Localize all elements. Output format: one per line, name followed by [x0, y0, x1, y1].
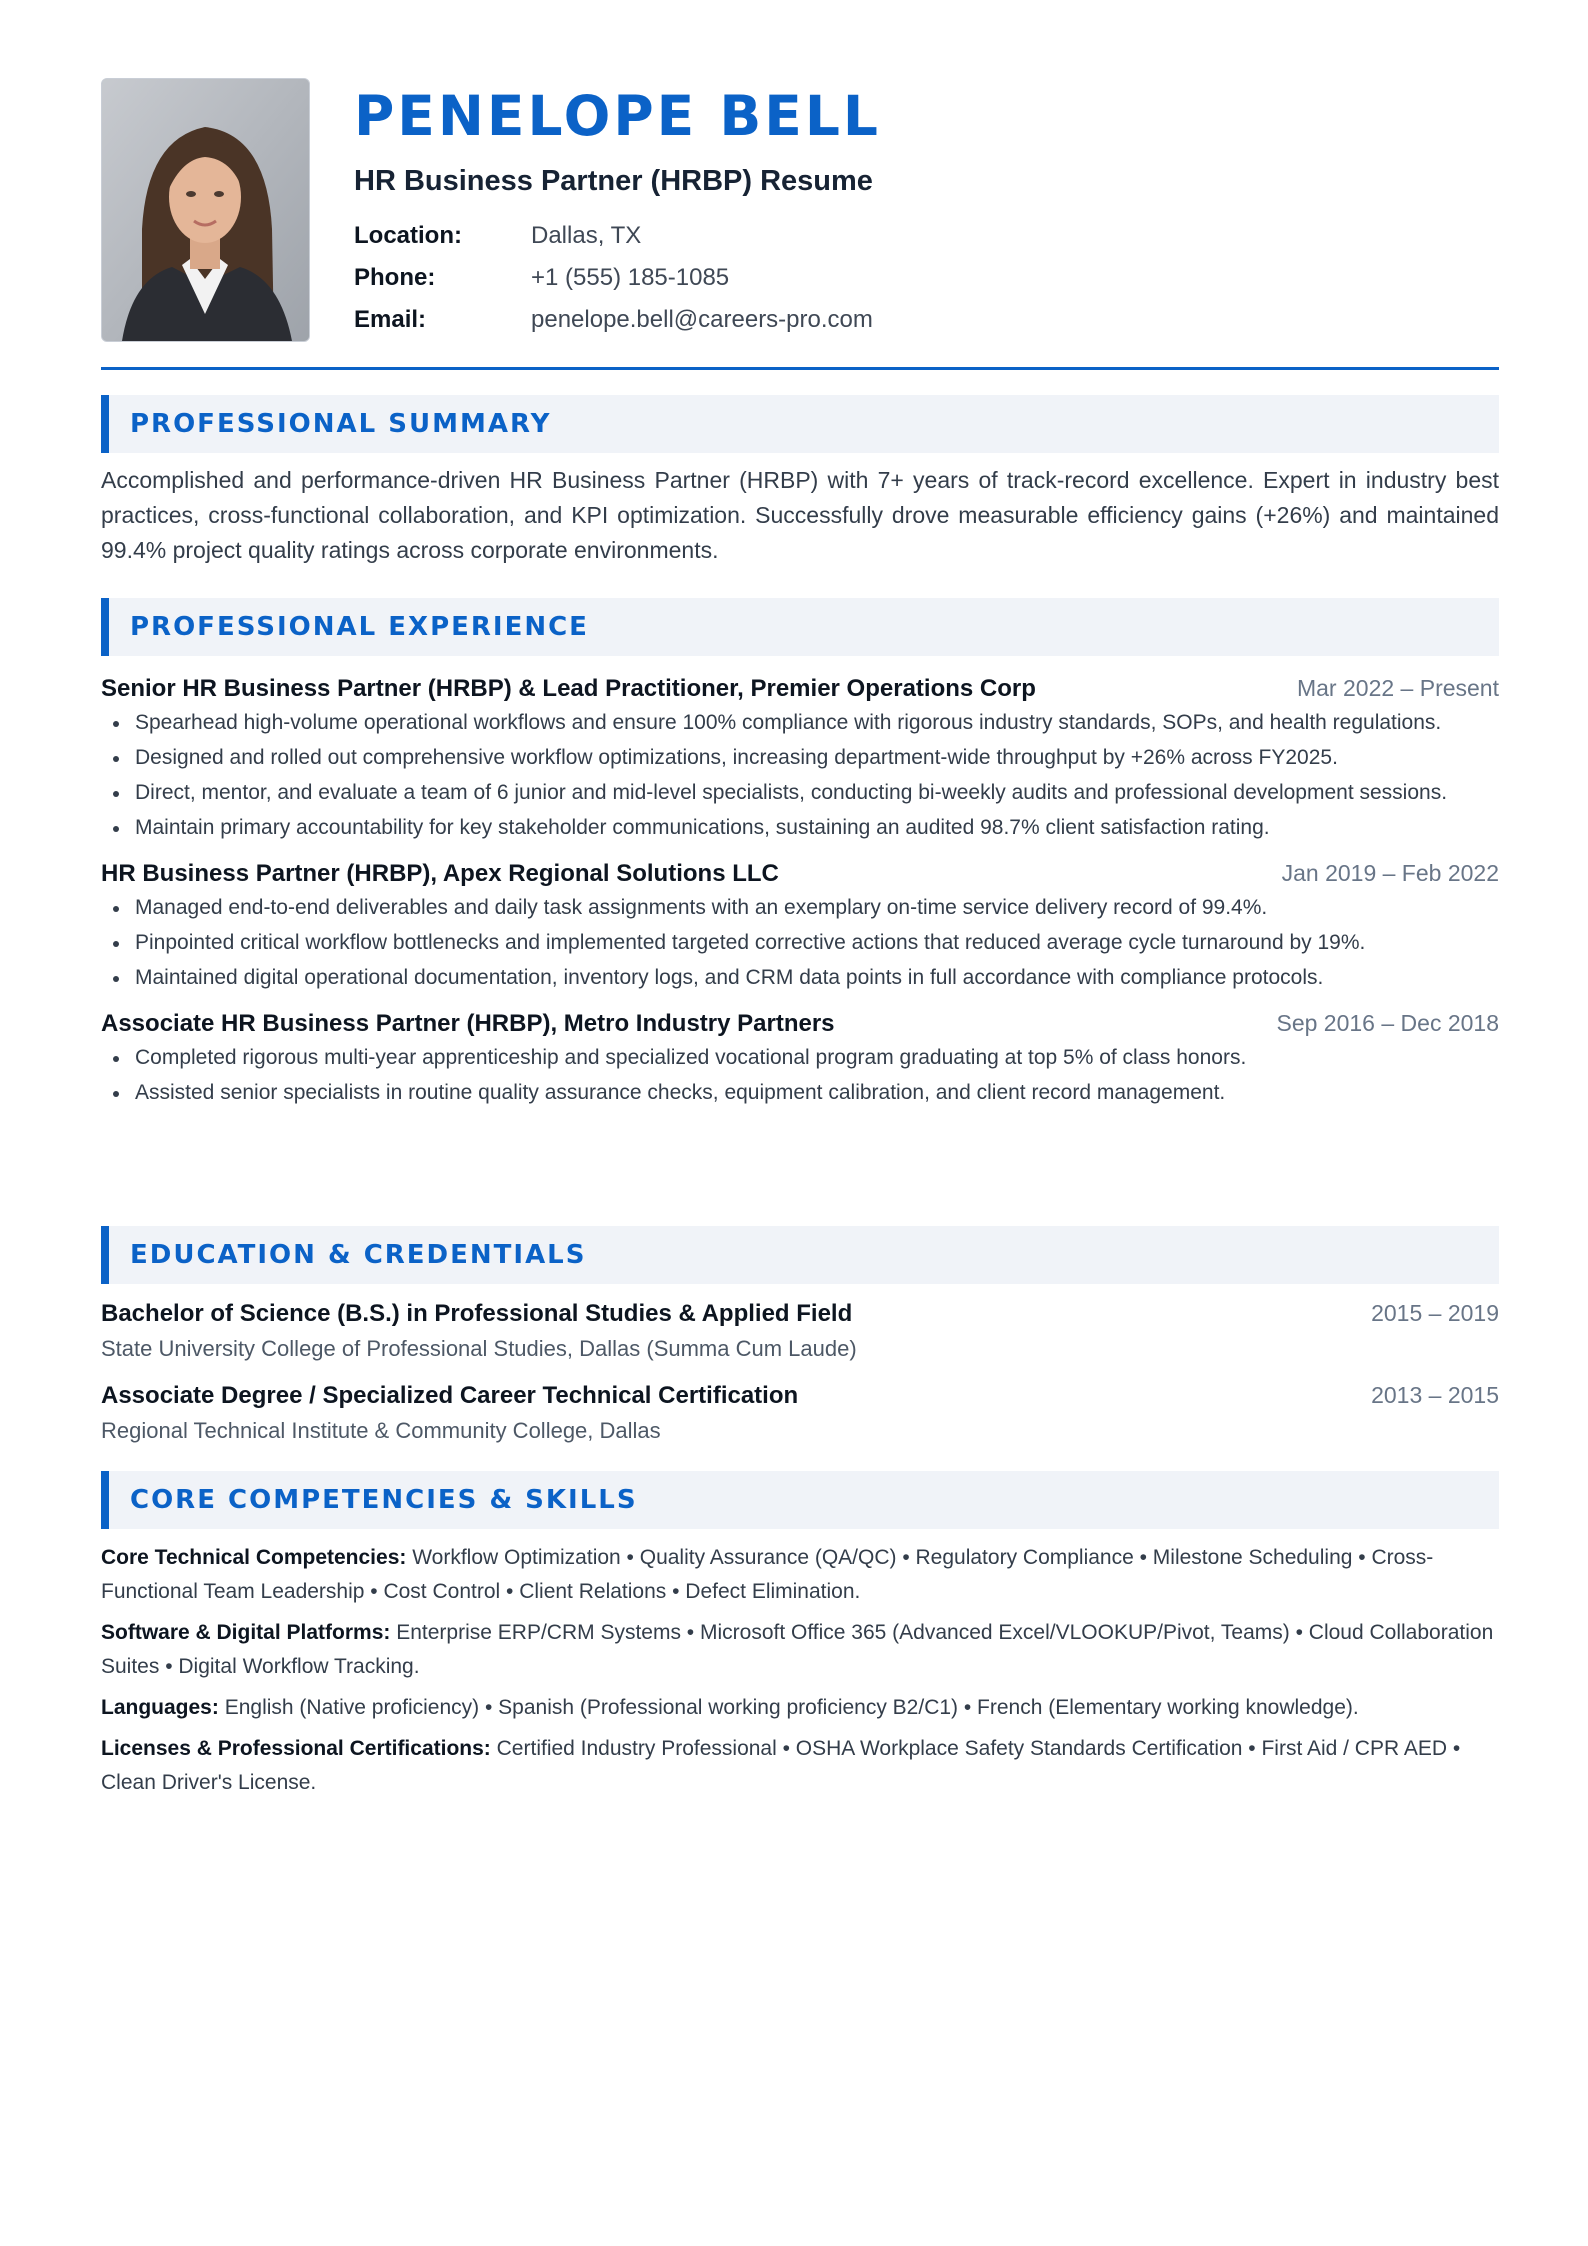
bullet-item: Maintain primary accountability for key stakeholder communications, sustaining an audited 98.7% client satisfaction rating.	[135, 812, 1499, 844]
resume-header	[101, 78, 1499, 342]
education-entry	[101, 1294, 1499, 1366]
bullet-item: Assisted senior specialists in routine quality assurance checks, equipment calibration, and client record management.	[135, 1077, 1499, 1109]
email-value: penelope.bell@careers-pro.com	[531, 306, 873, 333]
education-section	[101, 1226, 1499, 1448]
resume-page	[101, 78, 1499, 1794]
contact-label: Email:	[354, 306, 427, 333]
skill-group-label: Core Technical Competencies:	[101, 1546, 407, 1569]
bullet-item: Pinpointed critical workflow bottlenecks and implemented targeted corrective actions that reduced average cycle turnaround by 19%.	[135, 927, 1499, 959]
job-entry	[101, 1004, 1499, 1109]
header-text	[354, 78, 1499, 341]
job-title: Associate HR Business Partner (HRBP), Metro Industry Partners	[101, 1010, 835, 1037]
skill-group	[101, 1541, 1499, 1609]
header-divider	[101, 367, 1499, 370]
skill-group-text: Workflow Optimization • Quality Assurance (QA/QC) • Regulatory Compliance • Milestone Scheduling • Cross-Functional Team Leadership • Cost Control • Client Relations • Defect Elimination.	[101, 1546, 1434, 1603]
job-title: HR Business Partner (HRBP), Apex Regional Solutions LLC	[101, 860, 779, 887]
education-dates: 2013 – 2015	[1371, 1382, 1499, 1408]
degree-title: Bachelor of Science (B.S.) in Professional Studies & Applied Field	[101, 1300, 853, 1327]
education-dates: 2015 – 2019	[1371, 1300, 1499, 1326]
job-entry	[101, 854, 1499, 994]
summary-text: Accomplished and performance-driven HR Business Partner (HRBP) with 7+ years of track-record excellence. Expert in industry best practices, cross-functional collaboration, and KPI optimization. Successfully drove measurable efficiency gains (+26%) and maintained 99.4% project quality ratings across corporate environments.	[101, 467, 1499, 563]
location-value: Dallas, TX	[531, 222, 642, 249]
job-dates: Mar 2022 – Present	[1296, 675, 1499, 701]
bullet-item: Spearhead high-volume operational workflows and ensure 100% compliance with rigorous industry standards, SOPs, and health regulations.	[135, 707, 1499, 739]
skill-group-label: Languages:	[101, 1696, 219, 1719]
skill-group-text: Enterprise ERP/CRM Systems • Microsoft Office 365 (Advanced Excel/VLOOKUP/Pivot, Teams) • Cloud Collaboration Suites • Digital Workflow Tracking.	[101, 1621, 1494, 1678]
job-dates: Jan 2019 – Feb 2022	[1281, 860, 1499, 886]
degree-title: Associate Degree / Specialized Career Technical Certification	[101, 1382, 799, 1409]
bullet-item: Managed end-to-end deliverables and daily task assignments with an exemplary on-time service delivery record of 99.4%.	[135, 892, 1499, 924]
job-bullets	[101, 707, 1499, 844]
job-entry	[101, 669, 1499, 844]
phone-value: +1 (555) 185-1085	[531, 264, 730, 291]
skill-group-text: Certified Industry Professional • OSHA Workplace Safety Standards Certification • First Aid / CPR AED • Clean Driver's License.	[101, 1737, 1461, 1794]
skill-group	[101, 1691, 1499, 1725]
contact-info	[354, 215, 1499, 341]
section-heading: PROFESSIONAL EXPERIENCE	[101, 598, 1499, 656]
skill-group-text: English (Native proficiency) • Spanish (Professional working proficiency B2/C1) • French (Elementary working knowledge).	[224, 1696, 1359, 1719]
job-header	[101, 669, 1499, 707]
school-name: Regional Technical Institute & Community College, Dallas	[101, 1418, 661, 1443]
education-entry	[101, 1376, 1499, 1448]
resume-subtitle: HR Business Partner (HRBP) Resume	[354, 165, 873, 197]
profile-photo	[101, 78, 310, 342]
job-title: Senior HR Business Partner (HRBP) & Lead Practitioner, Premier Operations Corp	[101, 675, 1036, 702]
section-heading: CORE COMPETENCIES & SKILLS	[101, 1471, 1499, 1529]
school-name: State University College of Professional Studies, Dallas (Summa Cum Laude)	[101, 1336, 857, 1361]
skill-group	[101, 1616, 1499, 1684]
contact-label: Location:	[354, 222, 462, 249]
summary-section	[101, 395, 1499, 568]
job-header	[101, 854, 1499, 892]
education-header	[101, 1294, 1499, 1332]
skills-list	[101, 1541, 1499, 1800]
job-header	[101, 1004, 1499, 1042]
bullet-item: Maintained digital operational documentation, inventory logs, and CRM data points in full accordance with compliance protocols.	[135, 962, 1499, 994]
bullet-item: Direct, mentor, and evaluate a team of 6 junior and mid-level specialists, conducting bi-weekly audits and professional development sessions.	[135, 777, 1499, 809]
section-heading: EDUCATION & CREDENTIALS	[101, 1226, 1499, 1284]
bullet-item: Designed and rolled out comprehensive workflow optimizations, increasing department-wide throughput by +26% across FY2025.	[135, 742, 1499, 774]
contact-label: Phone:	[354, 264, 436, 291]
candidate-name: PENELOPE BELL	[354, 84, 881, 148]
contact-phone	[354, 257, 1499, 299]
skill-group-label: Software & Digital Platforms:	[101, 1621, 391, 1644]
job-bullets	[101, 892, 1499, 994]
skills-section	[101, 1471, 1499, 1807]
contact-email	[354, 299, 1499, 341]
contact-location	[354, 215, 1499, 257]
bullet-item: Completed rigorous multi-year apprenticeship and specialized vocational program graduating at top 5% of class honors.	[135, 1042, 1499, 1074]
skill-group-label: Licenses & Professional Certifications:	[101, 1737, 491, 1760]
education-header	[101, 1376, 1499, 1414]
skill-group	[101, 1732, 1499, 1800]
job-bullets	[101, 1042, 1499, 1109]
section-heading: PROFESSIONAL SUMMARY	[101, 395, 1499, 453]
job-dates: Sep 2016 – Dec 2018	[1276, 1010, 1499, 1036]
experience-section	[101, 598, 1499, 1112]
